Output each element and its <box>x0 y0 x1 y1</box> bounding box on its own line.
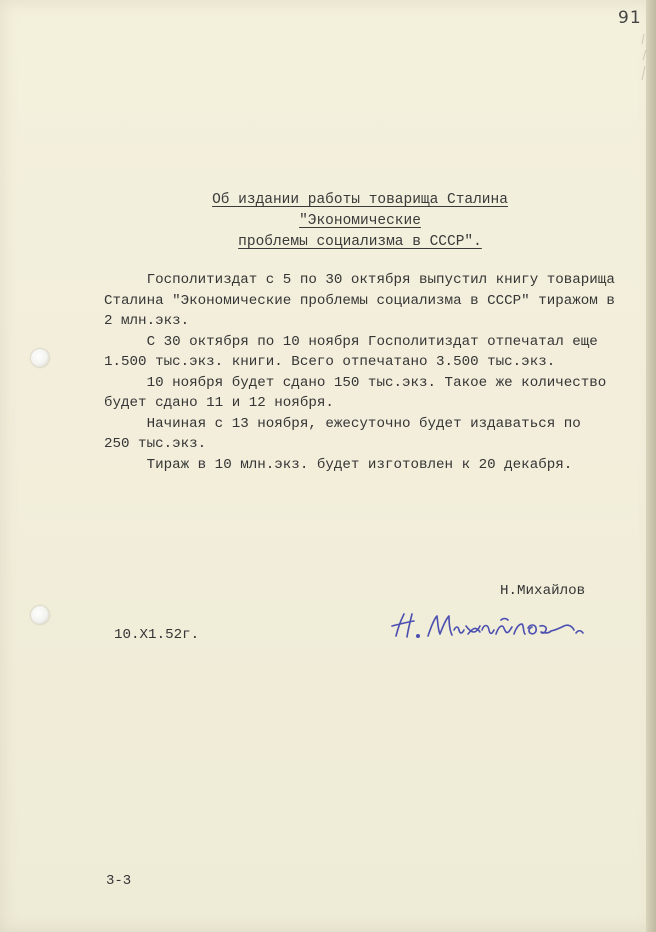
author-name: Н.Михайлов <box>500 583 586 599</box>
margin-pencil-marks <box>630 30 650 90</box>
archive-page-number: 91 <box>618 8 642 28</box>
body-line: 1.500 тыс.экз. книги. Всего отпечатано 3.500 тыс.экз. <box>104 354 556 370</box>
body-line: С 30 октября по 10 ноября Госполитиздат отпечатал еще <box>104 333 598 350</box>
punch-hole-bottom <box>31 606 49 624</box>
handwritten-signature <box>388 606 594 642</box>
body-line: 10 ноября будет сдано 150 тыс.экз. Такое же количество <box>104 374 607 391</box>
body-line: Госполитиздат с 5 по 30 октября выпустил книгу товарища <box>104 272 615 288</box>
punch-hole-top <box>31 349 49 367</box>
body-line: Сталина "Экономические проблемы социализма в СССР" тиражом в <box>104 292 615 309</box>
footer-code: 3-3 <box>106 873 132 889</box>
title-line-1: Об издании работы товарища Сталина "Экономические <box>212 192 508 229</box>
document-date: 10.Х1.52г. <box>114 627 200 643</box>
title-line-2: проблемы социализма в СССР". <box>238 234 482 250</box>
page-edge <box>646 0 656 932</box>
document-title <box>150 190 570 253</box>
body-line: будет сдано 11 и 12 ноября. <box>104 395 334 411</box>
body-line: 2 млн.экз. <box>104 313 190 329</box>
body-line: 250 тыс.экз. <box>104 436 207 452</box>
body-line: Начиная с 13 ноября, ежесуточно будет издаваться по <box>104 415 581 432</box>
body-line: Тираж в 10 млн.экз. будет изготовлен к 20 декабря. <box>104 456 573 473</box>
document-body <box>104 270 615 475</box>
